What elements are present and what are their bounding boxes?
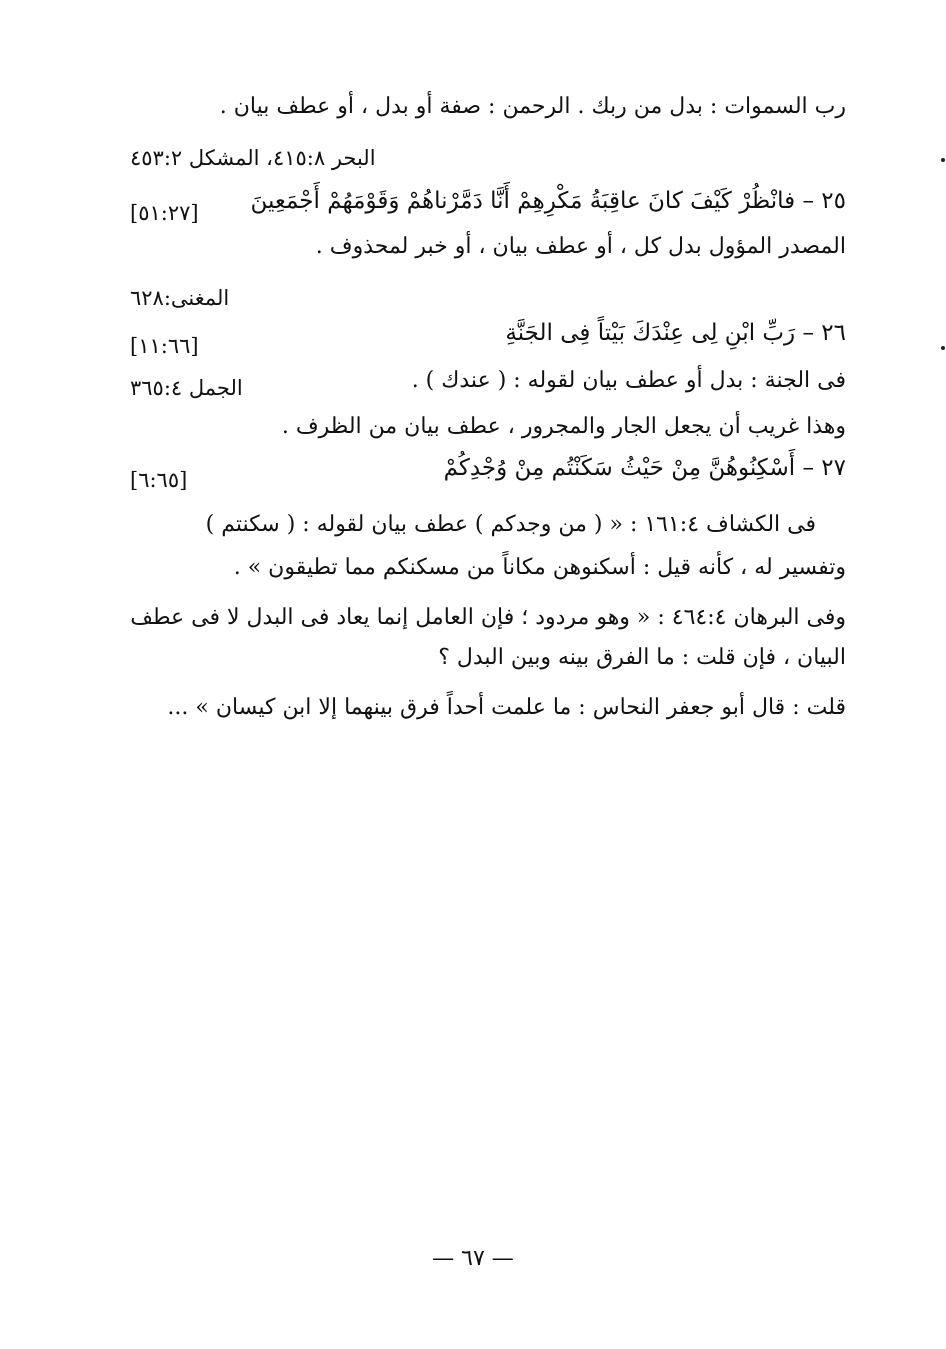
margin-dot-1 [941,158,945,162]
verse-26-citation: [١١:٦٦] [130,334,199,358]
text-line-10: فى الكشاف ١٦١:٤ : « ( من وجدكم ) عطف بيان لقوله : ( سكنتم ) [205,512,816,537]
margin-dot-2 [941,346,945,350]
text-line-12: وفى البرهان ٤٦٤:٤ : « وهو مردود ؛ فإن العامل إنما يعاد فى البدل لا فى عطف [130,605,846,630]
text-line-7: فى الجنة : بدل أو عطف بيان لقوله : ( عندك ) . [411,368,846,393]
text-line-4: المصدر المؤول بدل كل ، أو عطف بيان ، أو خبر لمحذوف . [315,234,846,259]
text-line-13: البيان ، فإن قلت : ما الفرق بينه وبين البدل ؟ [438,645,846,670]
reference-bahr: البحر ٤١٥:٨، المشكل ٤٥٣:٢ [130,146,376,170]
verse-25-citation: [٥١:٢٧] [130,201,199,225]
verse-26: ٢٦ – رَبِّ ابْنِ لِى عِنْدَكَ بَيْتاً فِى الجَنَّةِ [505,320,846,346]
reference-mughni: المغنى:٦٢٨ [130,286,230,310]
reference-jamal: الجمل ٣٦٥:٤ [130,376,243,400]
page-number: — ٦٧ — [432,1246,514,1271]
verse-27: ٢٧ – أَسْكِنُوهُنَّ مِنْ حَيْثُ سَكَنْتُم مِنْ وُجْدِكُمْ [443,455,846,481]
verse-25: ٢٥ – فانْظُرْ كَيْفَ كانَ عاقِبَةُ مَكْرِهِمْ أَنَّا دَمَّرْناهُمْ وَقَوْمَهُمْ أَجْمَعِينَ [250,188,846,214]
text-line-1: رب السموات : بدل من ربك . الرحمن : صفة أو بدل ، أو عطف بيان . [219,94,846,119]
text-line-14: قلت : قال أبو جعفر النحاس : ما علمت أحداً فرق بينهما إلا ابن كيسان » ... [167,695,846,720]
text-line-8: وهذا غريب أن يجعل الجار والمجرور ، عطف بيان من الظرف . [281,414,846,439]
verse-27-citation: [٦:٦٥] [130,468,188,492]
text-line-11: وتفسير له ، كأنه قيل : أسكنوهن مكاناً من مسكنكم مما تطيقون » . [233,555,846,580]
